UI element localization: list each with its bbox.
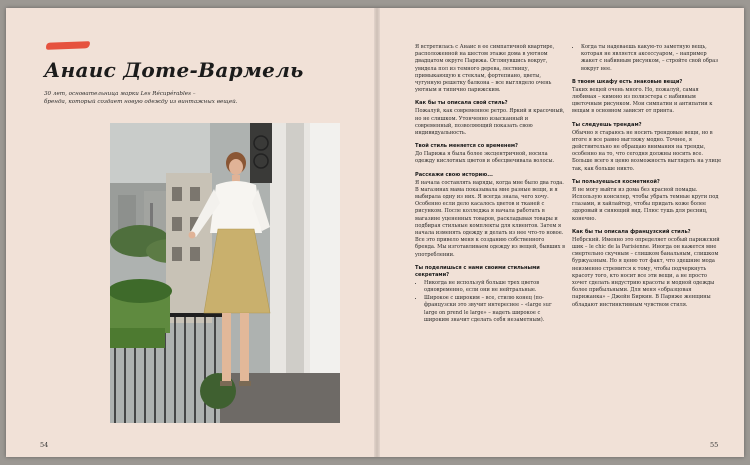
question-heading: Твой стиль меняется со временем? bbox=[415, 143, 519, 150]
paragraph: До Парижа я была более эксцентричной, носила одежду кислотных цветов и обесцвечивала волосы. bbox=[415, 151, 555, 165]
question-heading: Ты поделишься с нами своими стильными секретами? bbox=[415, 264, 540, 278]
question-heading: Ты пользуешься косметикой? bbox=[572, 178, 660, 185]
portrait-photo bbox=[110, 123, 340, 423]
question-heading: Как бы ты описала французский стиль? bbox=[572, 228, 691, 235]
intro-line-2: бренда, который создает новую одежду из винтажных вещей. bbox=[44, 99, 238, 105]
paragraph: Небрский. Именно это определяет особый парижский шик – le chic de la Parisienne. Иногда он кажется мне смертельно скучным – слишком банальным, слишком буржуазным. Но я ценю тот факт, что здешние мода неизменно стремится к тому, чтобы подчеркнуть красоту того, кто носит все эти вещи, а не просто хочет сделать индустрию красоты и модной одежды более прибыльными. Для меня «образцовая парижанка» – Джейн Биркин. В Париже женщины обладают инстинктивным чувством стиля. bbox=[572, 236, 720, 308]
question-heading: Как бы ты описала свой стиль? bbox=[415, 100, 508, 107]
intro-text bbox=[44, 90, 284, 106]
intro-line-1: 30 лет, основательница марки Les Récupérables – bbox=[44, 91, 196, 97]
balcony-photo-illustration bbox=[110, 123, 340, 423]
text-column-1 bbox=[415, 44, 565, 328]
list-item: • Когда ты надеваешь какую-то заметную вещь, которая не является аксессуаром, – например жакет с набивным рисунком, – стройте свой образ вокруг нее. bbox=[581, 44, 722, 73]
page-number-right: 55 bbox=[710, 441, 719, 449]
paragraph: Я начала составлять наряды, когда мне было два года. В магазинах мама показывала мне разные вещи, и я выбирала одну из них. Я всегда знала, чего хочу. Особенно если дело касалось цветов и тканей с рисунком. После колледжа я начала работать в магазине уцененных товаров, раскладывая товары и подбирая стильные комплекты для клиентов. Затем я начала изменять одежду и делать из нее что-то новое. Все это привело меня к созданию собственного бренда. Мы изготавливаем одежду из вещей, бывших в употреблении. bbox=[415, 179, 565, 258]
question-heading: Расскажи свою историю... bbox=[415, 171, 493, 178]
question-heading: Ты следуешь трендам? bbox=[572, 121, 642, 128]
tips-list bbox=[572, 44, 722, 73]
paragraph: Обычно я стараюсь не носить трендовые вещи, но в итоге я все равно выгляжу модно. Точнее, я действительно не обращаю внимания на тренды, особенно на то, что сегодня должны носить все. Больше всего я ценю возможность выглядеть на улице так, как больше никто. bbox=[572, 129, 722, 172]
red-brush-stroke bbox=[46, 41, 90, 50]
paragraph: Я не могу выйти из дома без красной помады. Использую консилер, чтобы убрать темные круги под глазами, и хайлайтер, чтобы придать коже более здоровый и сияющий вид. Плюс тушь для ресниц, конечно. bbox=[572, 186, 719, 222]
page-title: Анаис Доте-Вармель bbox=[44, 58, 304, 82]
text-column-2 bbox=[572, 44, 722, 313]
paragraph: Я встретилась с Анаис в ее симпатичной квартире, расположенной на шестом этаже дома в уютном двадцатом округе Парижа. Оглянувшись вокруг, увидела пол из темного дерева, лестницу, примыкающую к стеклам, фортепиано, цветы, чугунную решетку балкона – все выглядело очень уютным и типично парижским. bbox=[415, 44, 555, 94]
page-number-left: 54 bbox=[40, 441, 49, 449]
list-item: • Широкое с широким – все, стилю конец (по-французски это звучит интереснее – «large sur large on prend le large» – надеть широкое с широким значит сделать себя незаметным). bbox=[424, 295, 565, 324]
list-item: • Никогда не используй больше трех цветов одновременно, если они не нейтральные. bbox=[424, 280, 565, 294]
paragraph: Пожалуй, как современное ретро. Яркий и красочный, но не слишком. Утонченно изысканный и современный, позволяющий показать свою индивидуальность. bbox=[415, 108, 565, 137]
paragraph: Таких вещей очень много. Но, пожалуй, самая любимая – кимоно из полиэстера с набивным цветочным рисунком. Мои симпатии и антипатии к вещам в основном зависят от принта. bbox=[572, 86, 713, 115]
page-fold bbox=[374, 8, 380, 457]
tips-list bbox=[415, 280, 565, 324]
magazine-spread bbox=[6, 8, 744, 457]
question-heading: В твоем шкафу есть знаковые вещи? bbox=[572, 78, 683, 85]
